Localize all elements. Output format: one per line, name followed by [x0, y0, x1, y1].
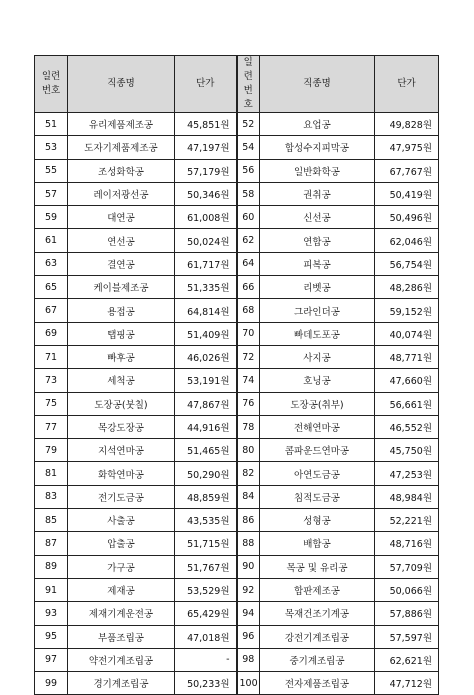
- row-no-right: 60: [237, 206, 260, 229]
- row-no-left: 95: [35, 625, 68, 648]
- row-price-right: 48,286원: [375, 276, 439, 299]
- row-name-right: 사지공: [260, 345, 375, 368]
- row-price-right: 57,709원: [375, 555, 439, 578]
- row-no-right: 54: [237, 136, 260, 159]
- row-name-right: 전해연마공: [260, 415, 375, 438]
- table-row: [35, 648, 439, 671]
- row-no-right: 98: [237, 648, 260, 671]
- row-price-left: 43,535원: [175, 509, 237, 532]
- row-price-right: 47,712원: [375, 672, 439, 695]
- row-no-left: 63: [35, 252, 68, 275]
- row-name-left: 연선공: [68, 229, 175, 252]
- row-no-right: 76: [237, 392, 260, 415]
- table-row: [35, 345, 439, 368]
- row-no-left: 61: [35, 229, 68, 252]
- row-no-left: 53: [35, 136, 68, 159]
- row-name-left: 세척공: [68, 369, 175, 392]
- row-name-left: 유리제품제조공: [68, 113, 175, 136]
- table-row: [35, 206, 439, 229]
- row-name-left: 빠후공: [68, 345, 175, 368]
- row-no-right: 64: [237, 252, 260, 275]
- row-name-left: 사출공: [68, 509, 175, 532]
- table-row: [35, 182, 439, 205]
- row-name-left: 압출공: [68, 532, 175, 555]
- row-no-right: 66: [237, 276, 260, 299]
- row-name-right: 합성수지피막공: [260, 136, 375, 159]
- row-price-right: 62,046원: [375, 229, 439, 252]
- row-no-left: 89: [35, 555, 68, 578]
- row-name-right: 합판제조공: [260, 578, 375, 601]
- row-price-right: 56,661원: [375, 392, 439, 415]
- row-name-right: 중기계조립공: [260, 648, 375, 671]
- wage-table-page: [34, 55, 438, 695]
- row-name-left: 목강도장공: [68, 415, 175, 438]
- row-name-left: 전기도금공: [68, 485, 175, 508]
- table-row: [35, 392, 439, 415]
- row-no-right: 88: [237, 532, 260, 555]
- row-price-right: 57,886원: [375, 602, 439, 625]
- row-no-left: 77: [35, 415, 68, 438]
- table-row: [35, 625, 439, 648]
- row-no-left: 91: [35, 578, 68, 601]
- table-row: [35, 322, 439, 345]
- row-price-right: 50,419원: [375, 182, 439, 205]
- table-row: [35, 672, 439, 695]
- row-name-left: 조성화학공: [68, 159, 175, 182]
- row-name-right: 목공 및 유리공: [260, 555, 375, 578]
- row-price-right: 49,828원: [375, 113, 439, 136]
- row-name-left: 부품조립공: [68, 625, 175, 648]
- row-price-left: 51,767원: [175, 555, 237, 578]
- row-no-left: 57: [35, 182, 68, 205]
- row-price-left: 47,197원: [175, 136, 237, 159]
- row-no-right: 52: [237, 113, 260, 136]
- row-price-left: 61,717원: [175, 252, 237, 275]
- wage-table: [34, 55, 439, 695]
- row-price-right: 57,597원: [375, 625, 439, 648]
- row-no-left: 79: [35, 439, 68, 462]
- table-row: [35, 555, 439, 578]
- row-no-left: 83: [35, 485, 68, 508]
- row-name-left: 약전기계조립공: [68, 648, 175, 671]
- row-price-left: 51,465원: [175, 439, 237, 462]
- row-name-right: 도장공(취부): [260, 392, 375, 415]
- table-row: [35, 369, 439, 392]
- row-name-left: 용접공: [68, 299, 175, 322]
- row-price-left: 50,024원: [175, 229, 237, 252]
- row-no-right: 96: [237, 625, 260, 648]
- row-name-left: 케이블제조공: [68, 276, 175, 299]
- row-name-right: 권취공: [260, 182, 375, 205]
- row-price-right: 47,660원: [375, 369, 439, 392]
- row-name-left: 가구공: [68, 555, 175, 578]
- row-price-left: 51,335원: [175, 276, 237, 299]
- row-no-right: 68: [237, 299, 260, 322]
- row-price-right: 52,221원: [375, 509, 439, 532]
- row-no-right: 100: [237, 672, 260, 695]
- row-price-right: 50,496원: [375, 206, 439, 229]
- row-price-left: 51,409원: [175, 322, 237, 345]
- row-name-right: 리벳공: [260, 276, 375, 299]
- row-name-right: 강전기계조립공: [260, 625, 375, 648]
- table-row: [35, 462, 439, 485]
- table-row: [35, 509, 439, 532]
- row-price-right: 48,771원: [375, 345, 439, 368]
- row-no-right: 78: [237, 415, 260, 438]
- row-name-left: 제재기계운전공: [68, 602, 175, 625]
- table-row: [35, 439, 439, 462]
- table-row: [35, 532, 439, 555]
- row-no-left: 99: [35, 672, 68, 695]
- row-name-right: 그라인더공: [260, 299, 375, 322]
- table-row: [35, 229, 439, 252]
- row-price-left: -: [175, 648, 237, 671]
- row-no-left: 75: [35, 392, 68, 415]
- row-price-left: 50,290원: [175, 462, 237, 485]
- table-row: [35, 602, 439, 625]
- row-name-right: 침적도금공: [260, 485, 375, 508]
- row-no-left: 87: [35, 532, 68, 555]
- row-price-right: 46,552원: [375, 415, 439, 438]
- row-name-right: 신선공: [260, 206, 375, 229]
- row-name-left: 도장공(붓칠): [68, 392, 175, 415]
- row-no-right: 62: [237, 229, 260, 252]
- row-name-left: 지석연마공: [68, 439, 175, 462]
- row-name-left: 대연공: [68, 206, 175, 229]
- row-no-right: 56: [237, 159, 260, 182]
- header-price-right: 단가: [375, 56, 439, 113]
- header-price-left: 단가: [175, 56, 237, 113]
- row-price-right: 59,152원: [375, 299, 439, 322]
- row-no-right: 94: [237, 602, 260, 625]
- header-no-right: 일련 번호: [237, 56, 260, 113]
- table-row: [35, 113, 439, 136]
- row-no-right: 74: [237, 369, 260, 392]
- row-no-right: 58: [237, 182, 260, 205]
- row-price-left: 53,529원: [175, 578, 237, 601]
- row-no-right: 84: [237, 485, 260, 508]
- row-price-left: 61,008원: [175, 206, 237, 229]
- row-name-left: 탭핑공: [68, 322, 175, 345]
- row-price-left: 53,191원: [175, 369, 237, 392]
- row-no-left: 67: [35, 299, 68, 322]
- row-no-left: 85: [35, 509, 68, 532]
- row-price-left: 45,851원: [175, 113, 237, 136]
- row-name-right: 성형공: [260, 509, 375, 532]
- row-name-right: 호닝공: [260, 369, 375, 392]
- row-name-left: 화학연마공: [68, 462, 175, 485]
- row-price-left: 50,233원: [175, 672, 237, 695]
- table-row: [35, 276, 439, 299]
- row-no-left: 59: [35, 206, 68, 229]
- row-no-right: 82: [237, 462, 260, 485]
- row-no-left: 73: [35, 369, 68, 392]
- row-name-right: 아연도금공: [260, 462, 375, 485]
- row-price-right: 50,066원: [375, 578, 439, 601]
- row-price-right: 45,750원: [375, 439, 439, 462]
- row-price-left: 47,867원: [175, 392, 237, 415]
- row-name-right: 일반화학공: [260, 159, 375, 182]
- row-name-right: 전자제품조립공: [260, 672, 375, 695]
- row-price-left: 64,814원: [175, 299, 237, 322]
- row-name-right: 빠데도포공: [260, 322, 375, 345]
- row-price-right: 62,621원: [375, 648, 439, 671]
- table-row: [35, 252, 439, 275]
- row-name-left: 제재공: [68, 578, 175, 601]
- row-name-left: 경기계조립공: [68, 672, 175, 695]
- table-row: [35, 485, 439, 508]
- row-name-left: 결연공: [68, 252, 175, 275]
- table-row: [35, 159, 439, 182]
- row-price-right: 40,074원: [375, 322, 439, 345]
- row-price-left: 44,916원: [175, 415, 237, 438]
- row-price-right: 56,754원: [375, 252, 439, 275]
- row-price-left: 46,026원: [175, 345, 237, 368]
- row-price-left: 65,429원: [175, 602, 237, 625]
- row-price-right: 47,975원: [375, 136, 439, 159]
- row-name-right: 피복공: [260, 252, 375, 275]
- header-name-right: 직종명: [260, 56, 375, 113]
- row-name-right: 연합공: [260, 229, 375, 252]
- row-name-left: 도자기제품제조공: [68, 136, 175, 159]
- row-no-left: 93: [35, 602, 68, 625]
- row-price-right: 67,767원: [375, 159, 439, 182]
- row-no-left: 97: [35, 648, 68, 671]
- row-name-right: 목재건조기계공: [260, 602, 375, 625]
- row-price-right: 47,253원: [375, 462, 439, 485]
- row-price-left: 50,346원: [175, 182, 237, 205]
- table-row: [35, 299, 439, 322]
- row-price-left: 48,859원: [175, 485, 237, 508]
- header-name-left: 직종명: [68, 56, 175, 113]
- row-name-right: 요업공: [260, 113, 375, 136]
- row-no-right: 72: [237, 345, 260, 368]
- row-no-left: 65: [35, 276, 68, 299]
- table-row: [35, 136, 439, 159]
- row-no-left: 81: [35, 462, 68, 485]
- header-no-left: 일련 번호: [35, 56, 68, 113]
- row-price-left: 57,179원: [175, 159, 237, 182]
- row-price-left: 51,715원: [175, 532, 237, 555]
- row-no-right: 86: [237, 509, 260, 532]
- table-header-row: [35, 56, 439, 113]
- row-no-right: 90: [237, 555, 260, 578]
- row-no-left: 71: [35, 345, 68, 368]
- row-name-right: 배합공: [260, 532, 375, 555]
- row-price-left: 47,018원: [175, 625, 237, 648]
- row-no-right: 80: [237, 439, 260, 462]
- table-row: [35, 415, 439, 438]
- row-no-left: 55: [35, 159, 68, 182]
- row-no-right: 70: [237, 322, 260, 345]
- row-no-left: 51: [35, 113, 68, 136]
- row-price-right: 48,716원: [375, 532, 439, 555]
- row-no-left: 69: [35, 322, 68, 345]
- row-no-right: 92: [237, 578, 260, 601]
- row-name-left: 레이저광선공: [68, 182, 175, 205]
- row-name-right: 콤파운드연마공: [260, 439, 375, 462]
- row-price-right: 48,984원: [375, 485, 439, 508]
- table-row: [35, 578, 439, 601]
